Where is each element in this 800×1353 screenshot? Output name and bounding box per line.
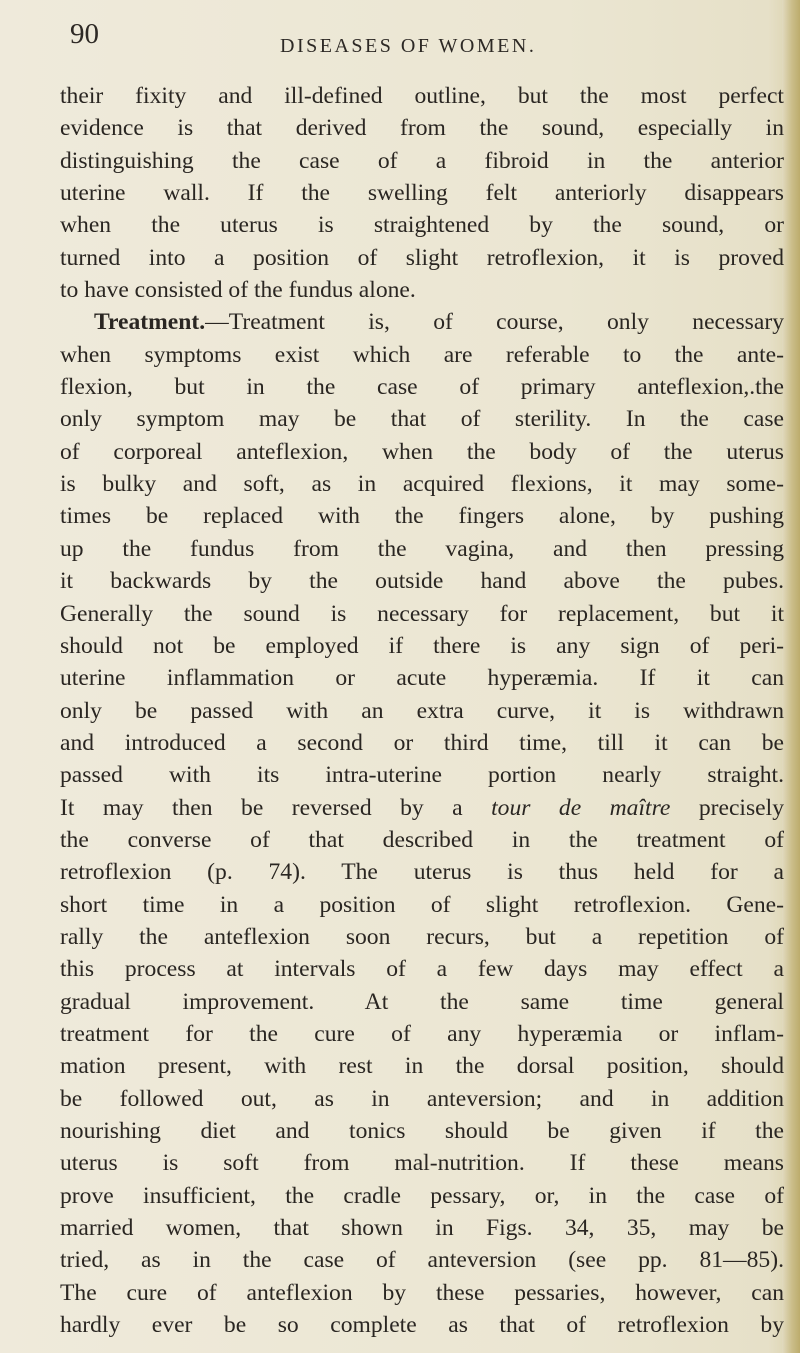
text-line: [60, 792, 784, 824]
text-line: turned into a position of slight retroflexion, it is proved: [60, 244, 784, 271]
page-number: 90: [70, 18, 99, 50]
text-line: be followed out, as in anteversion; and in addition: [60, 1085, 784, 1112]
page-edge: [782, 0, 800, 1353]
text-line: mation present, with rest in the dorsal position, should: [60, 1053, 784, 1080]
italic-phrase: tour de maître: [491, 794, 671, 821]
text-line: gradual improvement. At the same time general: [60, 988, 784, 1015]
page-header: [70, 14, 790, 64]
text-line: treatment for the cure of any hyperæmia or inflam-: [60, 1020, 784, 1047]
text-span: precisely: [670, 794, 784, 821]
text-line: flexion, but in the case of primary anteflexion,.the: [60, 374, 784, 401]
text-line: tried, as in the case of anteversion (see pp. 81—85).: [60, 1247, 784, 1274]
text-line: short time in a position of slight retroflexion. Gene-: [60, 891, 784, 918]
text-line: Generally the sound is necessary for replacement, but it: [60, 600, 784, 627]
text-line: hardly ever be so complete as that of retroflexion by: [60, 1312, 784, 1339]
text-line: uterus is soft from mal-nutrition. If these means: [60, 1150, 784, 1177]
text-line: evidence is that derived from the sound, especially in: [60, 115, 784, 142]
text-line: only be passed with an extra curve, it is withdrawn: [60, 697, 784, 724]
text-line: times be replaced with the fingers alone, by pushing: [60, 503, 784, 530]
text-line: rally the anteflexion soon recurs, but a repetition of: [60, 923, 784, 950]
paragraph-1: [60, 80, 784, 306]
running-head: DISEASES OF WOMEN.: [280, 35, 537, 57]
text-line: when symptoms exist which are referable to the ante-: [60, 341, 784, 368]
text-line: nourishing diet and tonics should be given if the: [60, 1118, 784, 1144]
text-line: the converse of that described in the treatment of: [60, 826, 784, 853]
text-line: uterine wall. If the swelling felt anteriorly disappears: [60, 180, 784, 207]
text-line: married women, that shown in Figs. 34, 35, may be: [60, 1215, 784, 1242]
body-text: [60, 80, 784, 1341]
text-line: is bulky and soft, as in acquired flexions, it may some-: [60, 471, 784, 498]
text-line: retroflexion (p. 74). The uterus is thus held for a: [60, 859, 784, 886]
text-line: should not be employed if there is any sign of peri-: [60, 632, 784, 659]
section-heading: Treatment.: [94, 309, 206, 336]
text-line: and introduced a second or third time, till it can be: [60, 729, 784, 756]
text-line: this process at intervals of a few days may effect a: [60, 956, 784, 983]
text-span: —Treatment is, of course, only necessary: [205, 309, 784, 336]
text-span: It may then be reversed by a: [60, 794, 492, 821]
text-line: up the fundus from the vagina, and then pressing: [60, 535, 784, 562]
text-line: uterine inflammation or acute hyperæmia. If it can: [60, 665, 784, 692]
text-line: passed with its intra-uterine portion nearly straight.: [60, 762, 784, 789]
text-line: it backwards by the outside hand above the pubes.: [60, 568, 784, 595]
paragraph-2: [60, 306, 784, 1341]
text-line: The cure of anteflexion by these pessaries, however, can: [60, 1279, 784, 1306]
text-line: [60, 306, 784, 338]
text-line: only symptom may be that of sterility. In the case: [60, 406, 784, 433]
text-line: of corporeal anteflexion, when the body of the uterus: [60, 438, 784, 465]
text-line: distinguishing the case of a fibroid in the anterior: [60, 147, 784, 174]
text-line: when the uterus is straightened by the sound, or: [60, 212, 784, 239]
text-line: their fixity and ill-defined outline, but the most perfect: [60, 83, 784, 109]
text-line: prove insufficient, the cradle pessary, or, in the case of: [60, 1182, 784, 1209]
text-line: to have consisted of the fundus alone.: [60, 277, 416, 304]
